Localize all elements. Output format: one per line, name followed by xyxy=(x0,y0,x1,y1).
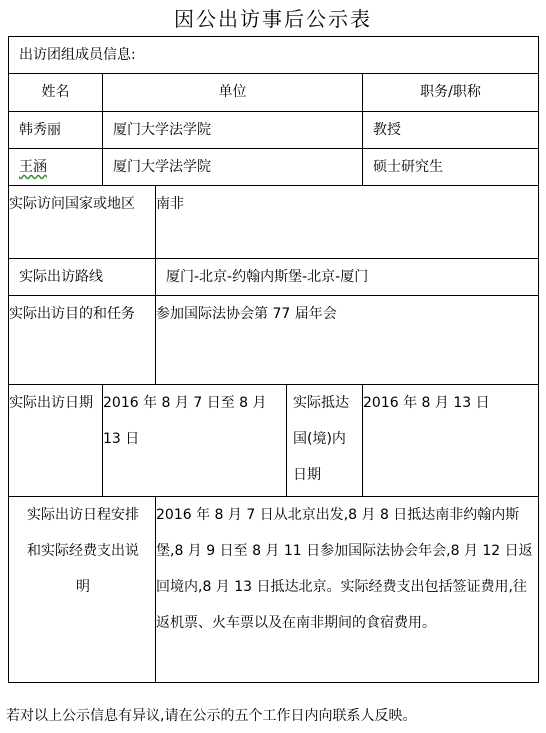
date-value: 2016 年 8 月 7 日至 8 月 13 日 xyxy=(103,385,287,497)
member-row xyxy=(9,149,539,186)
member-title: 硕士研究生 xyxy=(363,149,539,186)
schedule-value: 2016 年 8 月 7 日从北京出发,8 月 8 日抵达南非约翰内斯堡,8 月 9 日至 8 月 11 日参加国际法协会年会,8 月 12 日返回境内,8 月 13 日抵达北京。实际经费支出包括签证费用,往返机票、火车票以及在南非期间的食宿费用。 xyxy=(156,497,539,683)
arrival-label: 实际抵达国(境)内日期 xyxy=(287,385,363,497)
country-label: 实际访问国家或地区 xyxy=(9,186,156,259)
arrival-value: 2016 年 8 月 13 日 xyxy=(363,385,539,497)
disclosure-table xyxy=(8,36,539,683)
member-info-row xyxy=(9,37,539,74)
schedule-label: 实际出访日程安排和实际经费支出说明 xyxy=(9,497,156,683)
header-title: 职务/职称 xyxy=(363,74,539,112)
header-unit: 单位 xyxy=(103,74,363,112)
member-unit: 厦门大学法学院 xyxy=(103,112,363,149)
member-title: 教授 xyxy=(363,112,539,149)
member-header-row xyxy=(9,74,539,112)
route-value: 厦门-北京-约翰内斯堡-北京-厦门 xyxy=(156,259,539,296)
header-name: 姓名 xyxy=(9,74,103,112)
member-info-label: 出访团组成员信息: xyxy=(9,37,539,74)
route-row xyxy=(9,259,539,296)
member-row xyxy=(9,112,539,149)
member-name: 韩秀丽 xyxy=(9,112,103,149)
member-name-text: 王涵 xyxy=(19,159,47,175)
route-label: 实际出访路线 xyxy=(9,259,156,296)
footer-note: 若对以上公示信息有异议,请在公示的五个工作日内向联系人反映。 xyxy=(6,708,417,724)
country-value: 南非 xyxy=(156,186,539,259)
schedule-row xyxy=(9,497,539,683)
member-name xyxy=(9,149,103,186)
country-row xyxy=(9,186,539,259)
page-title: 因公出访事后公示表 xyxy=(174,7,372,31)
date-row xyxy=(9,385,539,497)
purpose-row xyxy=(9,296,539,385)
purpose-value: 参加国际法协会第 77 届年会 xyxy=(156,296,539,385)
date-label: 实际出访日期 xyxy=(9,385,103,497)
member-unit: 厦门大学法学院 xyxy=(103,149,363,186)
purpose-label: 实际出访目的和任务 xyxy=(9,296,156,385)
